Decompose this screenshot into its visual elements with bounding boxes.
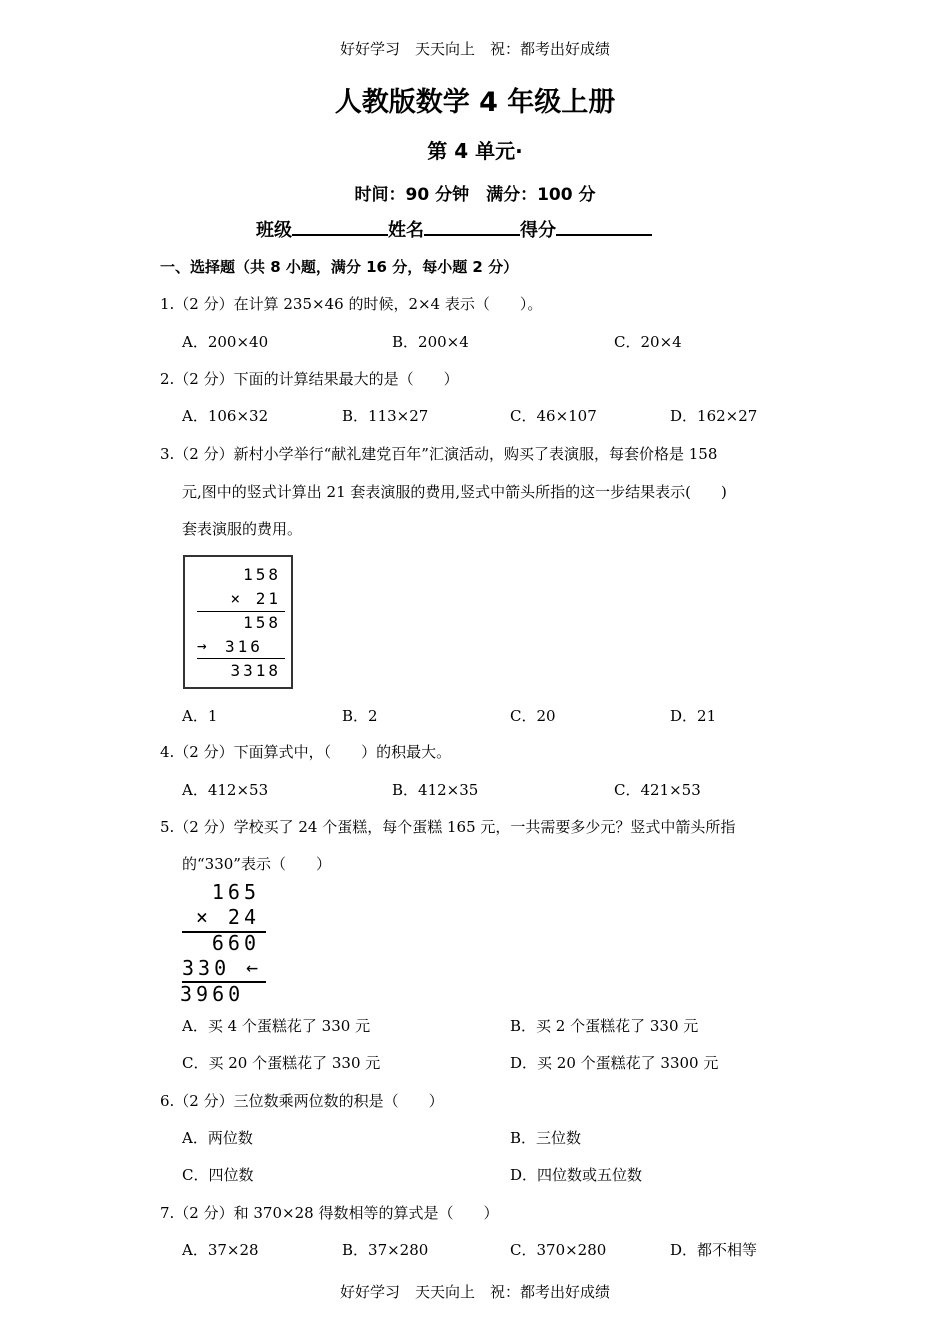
q5-calc-multiplier: × 24 [195,905,260,929]
q5-option-d: D．买 20 个蛋糕花了 3300 元 [510,1054,719,1072]
q3-calc-partial-1: 158 [243,613,281,632]
question-3-line-3: 套表演服的费用。 [182,520,303,538]
q6-option-c: C．四位数 [182,1166,254,1184]
unit-heading: 第 4 单元· [427,139,523,163]
page-header: 好好学习 天天向上 祝：都考出好成绩 [339,40,610,58]
q3-vertical-calculation [183,555,293,689]
q3-calc-product: 3318 [230,661,281,680]
q4-option-b: B．412×35 [392,781,479,799]
q2-option-b: B．113×27 [342,407,429,425]
class-label: 班级 [256,220,292,241]
q5-calc-partial-2: 330 [182,956,231,980]
class-blank[interactable] [292,216,388,236]
q5-option-b: B．买 2 个蛋糕花了 330 元 [510,1017,699,1035]
name-label: 姓名 [388,220,424,241]
q3-arrow-icon: → [197,636,207,655]
q4-option-a: A．412×53 [182,781,269,799]
question-3-line-2: 元,图中的竖式计算出 21 套表演服的费用,竖式中箭头所指的这一步结果表示( ) [182,483,727,501]
q1-option-a: A．200×40 [182,333,269,351]
q3-option-b: B．2 [342,707,378,725]
q5-calc-multiplicand: 165 [211,880,260,904]
page-footer: 好好学习 天天向上 祝：都考出好成绩 [339,1283,610,1301]
q3-calc-multiplier: × 21 [230,589,281,608]
q2-option-a: A．106×32 [182,407,269,425]
question-5-line-2: 的“330”表示（ ） [182,855,331,873]
q7-option-a: A．37×28 [182,1241,259,1259]
q6-option-a: A．两位数 [182,1129,253,1147]
q6-option-b: B．三位数 [510,1129,582,1147]
question-1-stem: 1.（2 分）在计算 235×46 的时候，2×4 表示（ ）。 [160,295,543,313]
q6-option-d: D．四位数或五位数 [510,1166,643,1184]
q3-option-d: D．21 [670,707,717,725]
q3-option-a: A．1 [182,707,218,725]
q3-calc-multiplicand: 158 [243,565,281,584]
q7-option-c: C．370×280 [510,1241,607,1259]
time-score-line: 时间：90 分钟 满分：100 分 [354,185,596,205]
question-3-line-1: 3.（2 分）新村小学举行“献礼建党百年”汇演活动，购买了表演服，每套价格是 158 [160,445,718,463]
q7-option-d: D．都不相等 [670,1241,758,1259]
q1-option-c: C．20×4 [614,333,682,351]
q5-vertical-calculation [180,878,280,1006]
q3-calc-rule-1 [197,611,285,612]
q2-option-d: D．162×27 [670,407,758,425]
student-info-line [256,216,652,242]
q4-option-c: C．421×53 [614,781,701,799]
q3-option-c: C．20 [510,707,556,725]
section-heading: 一、选择题（共 8 小题，满分 16 分，每小题 2 分） [160,258,519,276]
q7-option-b: B．37×280 [342,1241,429,1259]
score-blank[interactable] [556,216,652,236]
question-6-stem: 6.（2 分）三位数乘两位数的积是（ ） [160,1092,444,1110]
q5-calc-partial-1: 660 [211,931,260,955]
q5-option-a: A．买 4 个蛋糕花了 330 元 [182,1017,371,1035]
q5-calc-product: 3960 [180,982,245,1006]
q3-calc-partial-2: 316 [225,637,263,656]
score-label: 得分 [520,220,556,241]
question-7-stem: 7.（2 分）和 370×28 得数相等的算式是（ ） [160,1204,499,1222]
q5-option-c: C．买 20 个蛋糕花了 330 元 [182,1054,381,1072]
name-blank[interactable] [424,216,520,236]
question-2-stem: 2.（2 分）下面的计算结果最大的是（ ） [160,370,459,388]
page-title: 人教版数学 4 年级上册 [334,87,616,118]
question-5-line-1: 5.（2 分）学校买了 24 个蛋糕，每个蛋糕 165 元，一共需要多少元？竖式中箭头所指 [160,818,736,836]
q1-option-b: B．200×4 [392,333,469,351]
q2-option-c: C．46×107 [510,407,597,425]
q3-calc-rule-2 [197,658,285,659]
q5-arrow-icon: ← [246,955,259,979]
question-4-stem: 4.（2 分）下面算式中，（ ）的积最大。 [160,743,452,761]
